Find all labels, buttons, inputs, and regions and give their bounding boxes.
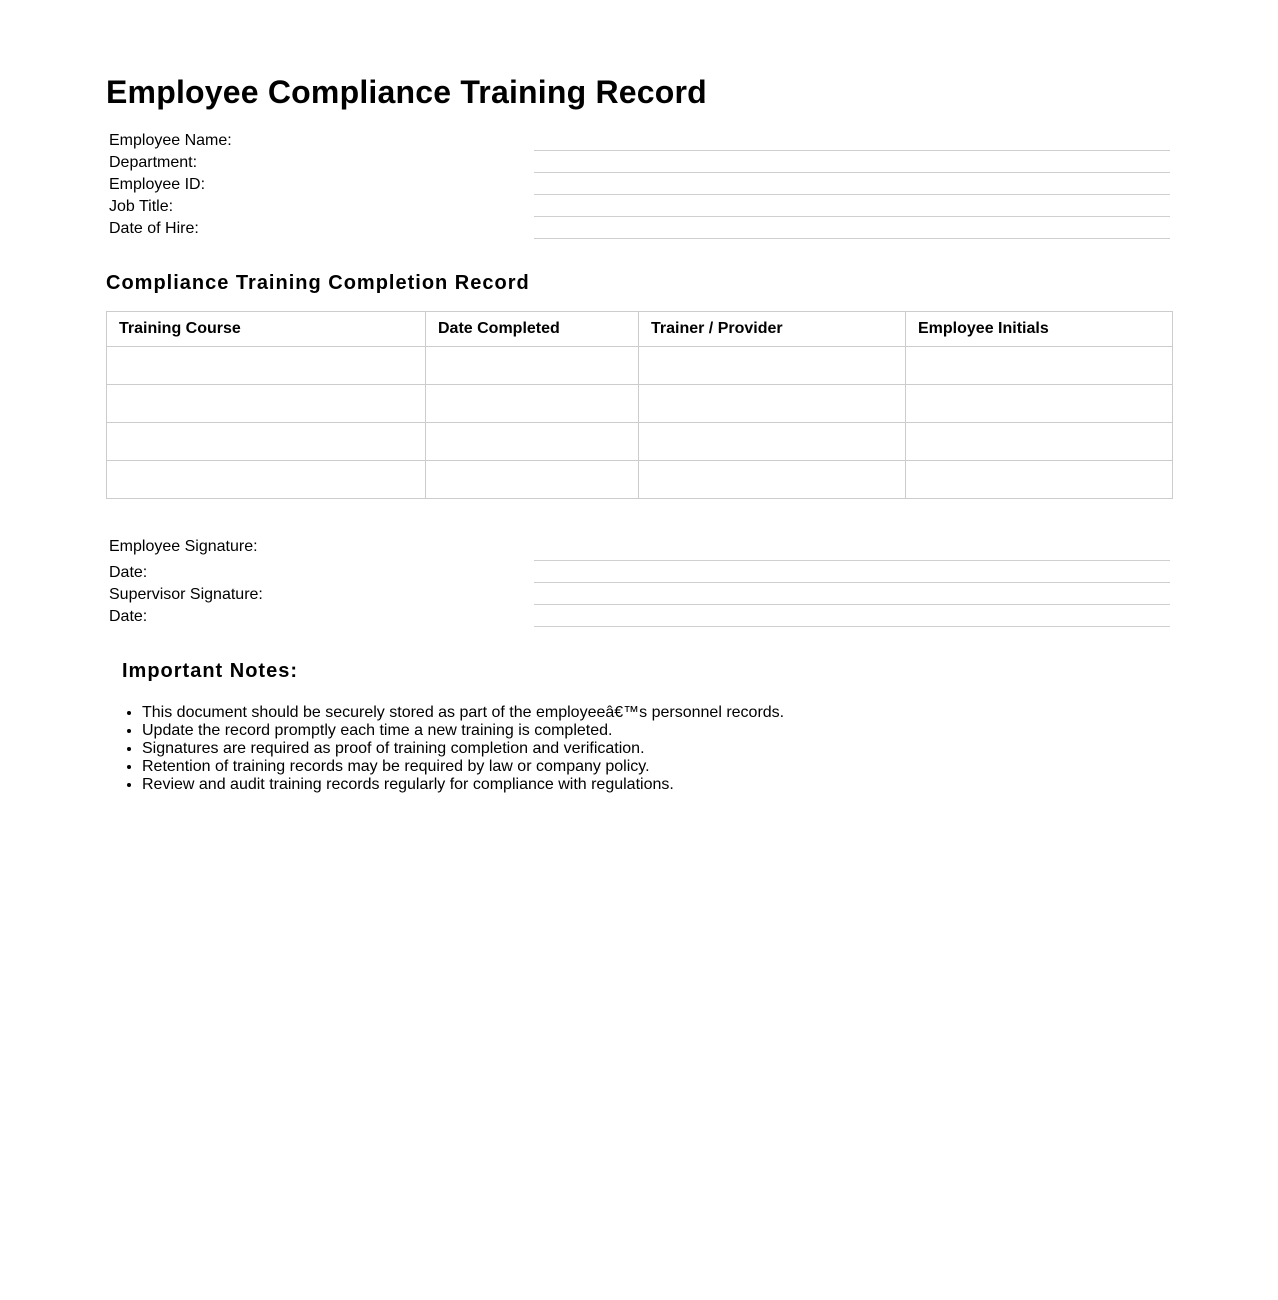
employee-id-row (106, 174, 1172, 196)
list-item: • This document should be securely stored as part of the employeeâ€™s personnel records. (142, 704, 1162, 722)
column-header-training-course: Training Course (107, 312, 426, 347)
department-row (106, 152, 1172, 174)
employee-signature-date-row (106, 562, 1172, 584)
notes-title: Important Notes: (122, 660, 298, 682)
training-course-cell[interactable] (107, 461, 426, 499)
training-course-cell[interactable] (107, 385, 426, 423)
department-label: Department: (109, 154, 198, 171)
employee-initials-cell[interactable] (906, 423, 1173, 461)
list-item: • Review and audit training records regularly for compliance with regulations. (142, 776, 1162, 794)
supervisor-signature-date-field[interactable] (534, 626, 1170, 627)
trainer-provider-cell[interactable] (639, 423, 906, 461)
trainer-provider-cell[interactable] (639, 385, 906, 423)
page-title: Employee Compliance Training Record (106, 74, 707, 110)
table-row (107, 423, 1173, 461)
employee-signature-field[interactable] (534, 560, 1170, 561)
training-record-title: Compliance Training Completion Record (106, 272, 530, 294)
employee-signature-label: Employee Signature: (109, 538, 258, 555)
employee-name-label: Employee Name: (109, 132, 232, 149)
training-course-cell[interactable] (107, 423, 426, 461)
date-of-hire-label: Date of Hire: (109, 220, 199, 237)
employee-name-field[interactable] (534, 150, 1170, 151)
date-of-hire-field[interactable] (534, 238, 1170, 239)
supervisor-signature-date-label: Date: (109, 608, 148, 625)
column-header-employee-initials: Employee Initials (906, 312, 1173, 347)
department-field[interactable] (534, 172, 1170, 173)
employee-name-row (106, 130, 1172, 152)
date-completed-cell[interactable] (426, 385, 639, 423)
supervisor-signature-label: Supervisor Signature: (109, 586, 263, 603)
employee-initials-cell[interactable] (906, 347, 1173, 385)
date-completed-cell[interactable] (426, 461, 639, 499)
date-completed-cell[interactable] (426, 423, 639, 461)
list-item: • Update the record promptly each time a new training is completed. (142, 722, 1162, 740)
list-item: • Signatures are required as proof of training completion and verification. (142, 740, 1162, 758)
employee-id-field[interactable] (534, 194, 1170, 195)
job-title-field[interactable] (534, 216, 1170, 217)
employee-id-label: Employee ID: (109, 176, 206, 193)
supervisor-signature-date-row (106, 606, 1172, 628)
table-header-row (107, 312, 1173, 347)
employee-initials-cell[interactable] (906, 385, 1173, 423)
employee-initials-cell[interactable] (906, 461, 1173, 499)
job-title-label: Job Title: (109, 198, 174, 215)
date-of-hire-row (106, 218, 1172, 240)
supervisor-signature-row (106, 584, 1172, 606)
trainer-provider-cell[interactable] (639, 461, 906, 499)
employee-signature-row (106, 536, 1172, 558)
supervisor-signature-field[interactable] (534, 604, 1170, 605)
training-course-cell[interactable] (107, 347, 426, 385)
column-header-trainer-provider: Trainer / Provider (639, 312, 906, 347)
list-item: • Retention of training records may be required by law or company policy. (142, 758, 1162, 776)
job-title-row (106, 196, 1172, 218)
important-notes-section (122, 658, 1162, 794)
table-row (107, 385, 1173, 423)
notes-list (122, 704, 1162, 794)
table-row (107, 347, 1173, 385)
employee-signature-date-field[interactable] (534, 582, 1170, 583)
table-row (107, 461, 1173, 499)
trainer-provider-cell[interactable] (639, 347, 906, 385)
column-header-date-completed: Date Completed (426, 312, 639, 347)
date-completed-cell[interactable] (426, 347, 639, 385)
training-record-table (106, 311, 1173, 499)
employee-signature-date-label: Date: (109, 564, 148, 581)
